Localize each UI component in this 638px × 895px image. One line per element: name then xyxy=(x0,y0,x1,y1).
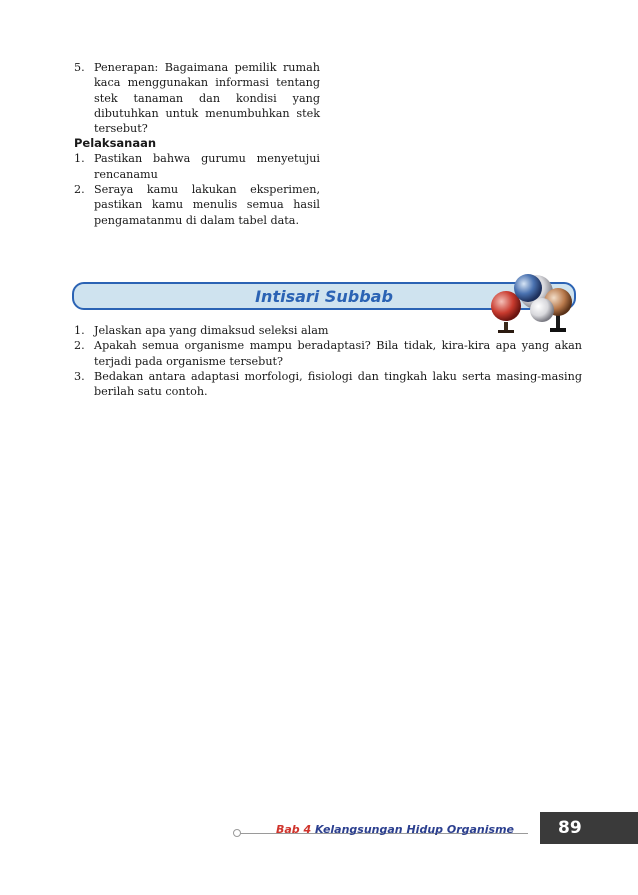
banner-title: Intisari Subbab xyxy=(255,287,393,306)
item-text: Penerapan: Bagaimana pemilik rumah kaca menggunakan informasi tentang stek tanaman dan kondisi yang dibutuhkan untuk menumbuhkan stek tersebut? xyxy=(94,61,320,136)
footer-chapter: Bab 4 xyxy=(276,823,312,836)
item-text: Bedakan antara adaptasi morfologi, fisiologi dan tingkah laku serta masing-masing berilah satu contoh. xyxy=(94,369,582,399)
footer-running-title xyxy=(276,823,514,836)
item-number: 2. xyxy=(74,339,85,353)
question-item xyxy=(74,338,582,369)
list-item xyxy=(74,182,320,228)
footer-dot xyxy=(233,829,241,837)
section-heading: Pelaksanaan xyxy=(74,136,157,151)
question-list xyxy=(74,323,582,399)
question-item xyxy=(74,369,582,400)
question-item xyxy=(74,323,582,338)
item-text: Jelaskan apa yang dimaksud seleksi alam xyxy=(94,324,329,337)
item-text: Apakah semua organisme mampu beradaptasi? Bila tidak, kira-kira apa yang akan terjadi pada organisme tersebut? xyxy=(94,339,582,368)
footer-chapter-title: Kelangsungan Hidup Organisme xyxy=(315,823,514,836)
item-text: Pastikan bahwa gurumu menyetujui rencanamu xyxy=(94,152,320,181)
item-text: Seraya kamu lakukan eksperimen, pastikan kamu menulis semua hasil pengamatanmu di dalam tabel data. xyxy=(94,183,320,227)
item-number: 5. xyxy=(74,61,85,74)
item-number: 3. xyxy=(74,369,85,383)
item-number: 2. xyxy=(74,183,85,197)
item-number: 1. xyxy=(74,324,85,337)
item-number: 1. xyxy=(74,152,85,166)
list-item xyxy=(74,151,320,182)
activity-column xyxy=(74,60,320,228)
page-number: 89 xyxy=(540,812,638,844)
list-item xyxy=(74,60,320,136)
